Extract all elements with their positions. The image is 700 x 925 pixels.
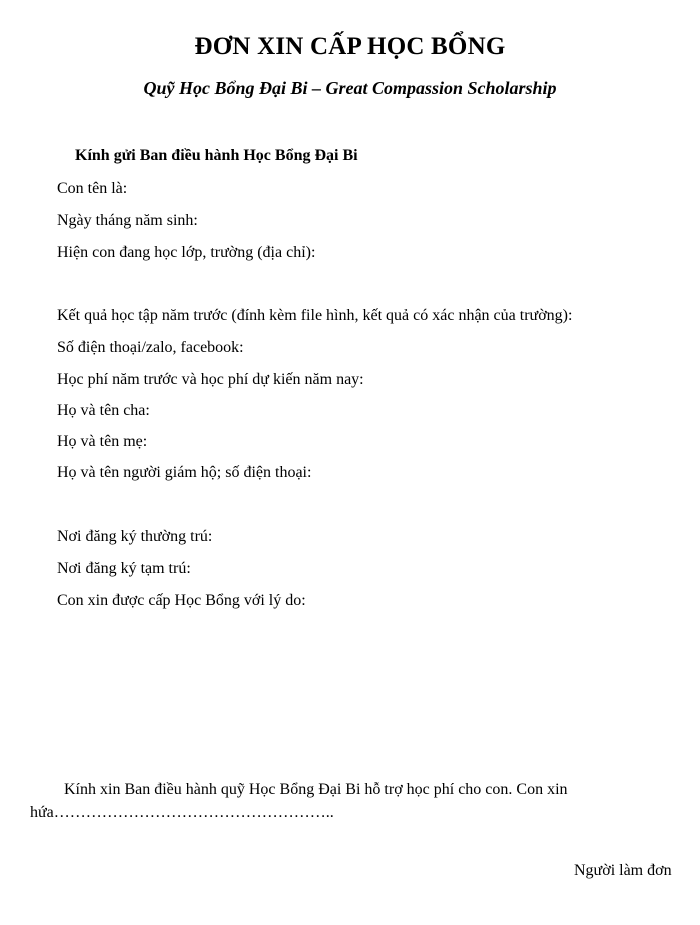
- closing-paragraph: [30, 778, 630, 824]
- field-name: Con tên là:: [57, 180, 128, 197]
- field-permanent-address: Nơi đăng ký thường trú:: [57, 528, 213, 545]
- signer-label: Người làm đơn: [574, 862, 672, 879]
- field-date-of-birth: Ngày tháng năm sinh:: [57, 212, 198, 229]
- form-subtitle: Quỹ Học Bổng Đại Bi – Great Compassion Scholarship: [143, 78, 557, 98]
- field-temporary-address: Nơi đăng ký tạm trú:: [57, 560, 191, 577]
- field-school: Hiện con đang học lớp, trường (địa chỉ):: [57, 244, 316, 261]
- field-mother-name: Họ và tên mẹ:: [57, 433, 148, 450]
- field-academic-results: Kết quả học tập năm trước (đính kèm file hình, kết quả có xác nhận của trường):: [57, 307, 573, 324]
- salutation: Kính gửi Ban điều hành Học Bổng Đại Bi: [75, 147, 358, 164]
- closing-request: Kính xin Ban điều hành quỹ Học Bổng Đại Bi hỗ trợ học phí cho con. Con xin: [64, 781, 568, 798]
- field-phone: Số điện thoại/zalo, facebook:: [57, 339, 244, 356]
- field-reason: Con xin được cấp Học Bổng với lý do:: [57, 592, 306, 609]
- field-father-name: Họ và tên cha:: [57, 402, 150, 419]
- closing-promise: hứa……………………………………………..: [30, 804, 334, 821]
- field-tuition: Học phí năm trước và học phí dự kiến năm nay:: [57, 371, 364, 388]
- form-title: ĐƠN XIN CẤP HỌC BỔNG: [194, 33, 506, 60]
- field-guardian: Họ và tên người giám hộ; số điện thoại:: [57, 464, 312, 481]
